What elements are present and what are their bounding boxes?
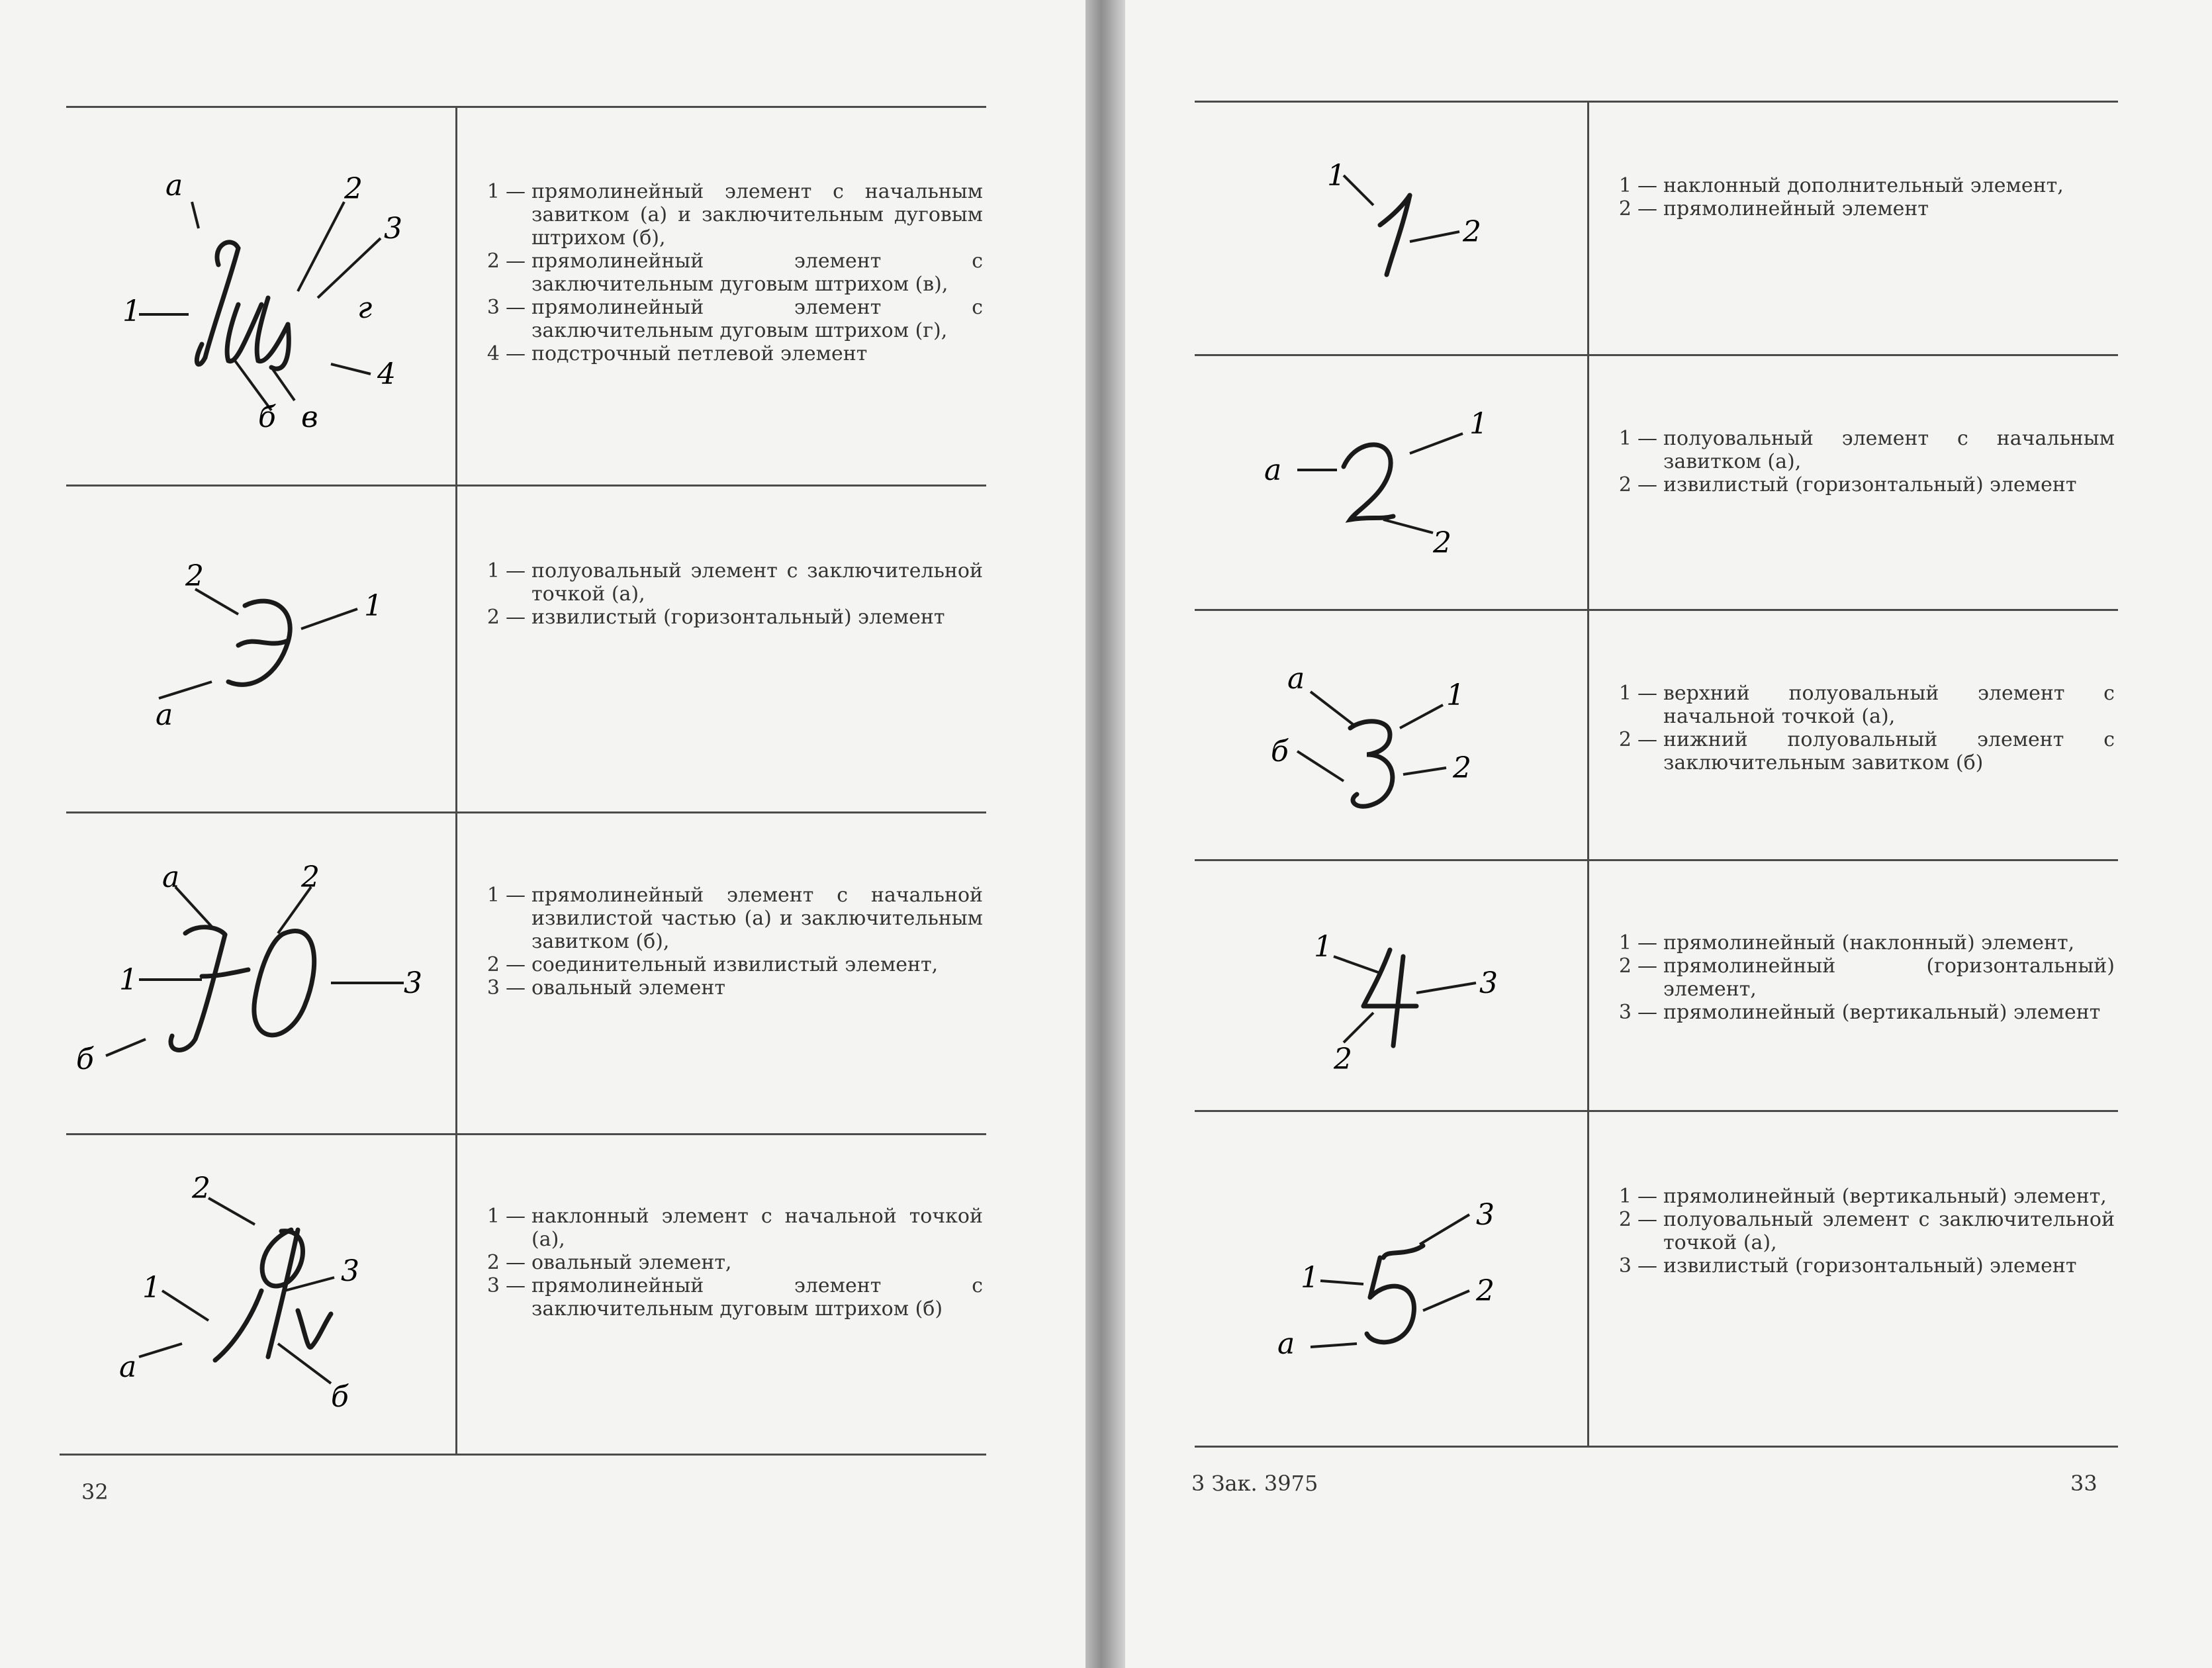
list-item: 1 — наклонный дополнительный элемент,	[1618, 174, 2064, 197]
figure-label: 1	[1469, 407, 1488, 441]
list-item: 3 — прямолинейный (вертикальный) элемент	[1618, 1001, 2101, 1024]
figure-label: 1	[1327, 159, 1346, 193]
letter-figure-ya	[119, 1172, 397, 1416]
figure-label: 3	[1479, 966, 1498, 1000]
letter-figure-e	[146, 556, 410, 741]
figure-label: 1	[142, 1271, 161, 1305]
figure-label: 2	[1334, 1042, 1352, 1076]
right-column-divider	[1587, 101, 1589, 1446]
figure-label: 3	[384, 212, 402, 246]
digit-figure-3	[1258, 662, 1509, 827]
list-item: 3 — овальный элемент	[486, 976, 725, 999]
left-table-top-rule	[66, 106, 986, 108]
figure-label: 2	[1453, 751, 1471, 785]
figure-label: 3	[404, 966, 422, 1000]
printer-signature: 3 Зак. 3975	[1191, 1471, 1318, 1496]
figure-label: 1	[1446, 678, 1465, 712]
figure-label: а	[1287, 662, 1305, 696]
figure-label: 2	[1476, 1274, 1495, 1308]
list-item: 2 — нижний полуовальный элемент с заключительным завитком (б)	[1618, 728, 2115, 774]
figure-label: а	[165, 169, 183, 203]
list-item: 3 — прямолинейный элемент с заключительным дуговым штрихом (б)	[486, 1274, 983, 1320]
list-item: 1 — прямолинейный (наклонный) элемент,	[1618, 931, 2075, 954]
figure-label: в	[301, 400, 318, 434]
digit-figure-4	[1304, 920, 1529, 1079]
list-item: 2 — прямолинейный (горизонтальный) элемент,	[1618, 954, 2115, 1001]
description-digit-5	[1605, 1185, 2115, 1277]
list-item: 2 — прямолинейный элемент	[1618, 197, 1929, 220]
figure-label: 1	[364, 589, 383, 623]
description-digit-4	[1605, 931, 2115, 1024]
figure-label: 3	[341, 1254, 359, 1288]
right-row-divider	[1195, 609, 2118, 611]
right-page-number: 33	[2070, 1471, 2097, 1496]
figure-label: 1	[119, 963, 138, 997]
right-row-divider	[1195, 354, 2118, 356]
figure-label: 2	[301, 860, 320, 894]
right-page	[1125, 0, 2212, 1668]
left-row-divider	[66, 1133, 986, 1135]
description-digit-3	[1605, 682, 2115, 774]
digit-figure-1	[1317, 159, 1502, 291]
figure-label: 1	[1314, 930, 1332, 964]
figure-label: 2	[1433, 526, 1452, 560]
digit-figure-5	[1271, 1198, 1522, 1370]
letter-figure-yu	[66, 860, 437, 1079]
figure-label: б	[76, 1042, 94, 1076]
figure-label: 2	[344, 172, 363, 206]
left-table-bottom-rule	[60, 1454, 986, 1456]
description-ya	[473, 1205, 983, 1320]
letter-figure-shch	[119, 169, 424, 450]
figure-label: а	[162, 860, 180, 894]
description-e	[473, 559, 983, 629]
figure-label: 2	[192, 1172, 210, 1205]
description-digit-2	[1605, 427, 2115, 496]
list-item: 3 — извилистый (горизонтальный) элемент	[1618, 1254, 2077, 1277]
figure-label: а	[1277, 1327, 1295, 1361]
right-table-top-rule	[1195, 101, 2118, 103]
list-item: 1 — прямолинейный элемент с начальной извилистой частью (а) и заключительным завитком (б),	[486, 884, 983, 953]
left-column-divider	[455, 106, 457, 1454]
description-shch	[473, 180, 983, 365]
list-item: 2 — извилистый (горизонтальный) элемент	[1618, 473, 2077, 496]
description-digit-1	[1605, 174, 2115, 220]
figure-label: 3	[1476, 1198, 1495, 1232]
book-gutter	[1085, 0, 1125, 1668]
right-row-divider	[1195, 859, 2118, 861]
figure-label: а	[156, 698, 173, 732]
figure-label: 2	[185, 559, 204, 593]
list-item: 2 — овальный элемент,	[486, 1251, 732, 1274]
figure-label: а	[1264, 453, 1282, 487]
list-item: 2 — прямолинейный элемент с заключительным дуговым штрихом (в),	[486, 250, 983, 296]
list-item: 1 — верхний полуовальный элемент с начальной точкой (а),	[1618, 682, 2115, 728]
figure-label: 1	[122, 295, 141, 328]
left-row-divider	[66, 811, 986, 813]
description-yu	[473, 884, 983, 999]
list-item: 4 — подстрочный петлевой элемент	[486, 342, 868, 365]
figure-label: 2	[1463, 215, 1481, 249]
figure-label: 1	[1301, 1261, 1319, 1295]
figure-label: б	[1271, 735, 1289, 768]
list-item: 2 — соединительный извилистый элемент,	[486, 953, 939, 976]
right-table-bottom-rule	[1195, 1446, 2118, 1448]
list-item: 1 — наклонный элемент с начальной точкой (а),	[486, 1205, 983, 1251]
right-row-divider	[1195, 1110, 2118, 1112]
figure-label: б	[331, 1380, 349, 1414]
list-item: 1 — прямолинейный (вертикальный) элемент,	[1618, 1185, 2107, 1208]
list-item: 3 — прямолинейный элемент с заключительным дуговым штрихом (г),	[486, 296, 983, 342]
list-item: 1 — полуовальный элемент с начальным завитком (а),	[1618, 427, 2115, 473]
list-item: 1 — прямолинейный элемент с начальным завитком (а) и заключительным дуговым штрихом (б),	[486, 180, 983, 250]
list-item: 2 — извилистый (горизонтальный) элемент	[486, 606, 945, 629]
figure-label: а	[119, 1350, 137, 1384]
left-row-divider	[66, 485, 986, 486]
figure-label: 4	[377, 357, 396, 391]
figure-label: б	[258, 400, 276, 434]
figure-label: г	[357, 291, 373, 325]
left-page-number: 32	[81, 1479, 109, 1505]
list-item: 1 — полуовальный элемент с заключительной точкой (а),	[486, 559, 983, 606]
list-item: 2 — полуовальный элемент с заключительной точкой (а),	[1618, 1208, 2115, 1254]
digit-figure-2	[1258, 404, 1509, 569]
